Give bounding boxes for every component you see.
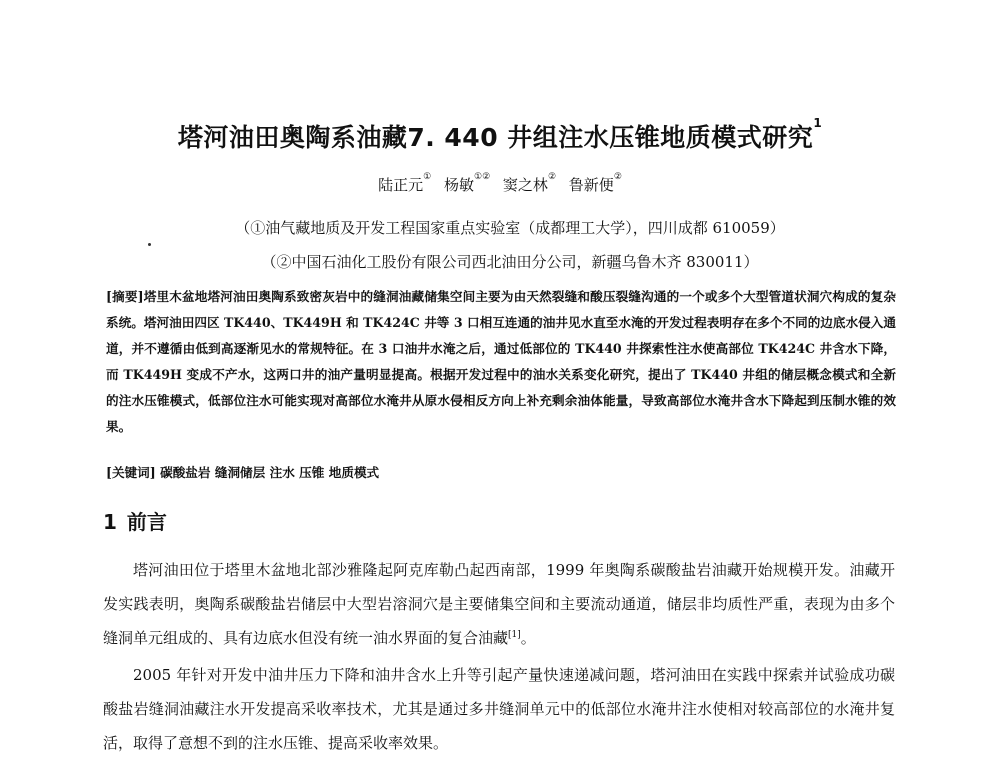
affiliation-1: （①油气藏地质及开发工程国家重点实验室（成都理工大学），四川成都 610059） (235, 219, 785, 237)
author-2 (443, 172, 491, 194)
scan-speck (148, 243, 151, 246)
body-paragraph-2 (103, 658, 895, 760)
author-name: 杨敏 (443, 176, 474, 194)
author-4 (568, 172, 622, 194)
abstract-label: [摘要] (106, 289, 144, 304)
section-number: 1 (103, 510, 117, 534)
abstract-text: 塔里木盆地塔河油田奥陶系致密灰岩中的缝洞油藏储集空间主要为由天然裂缝和酸压裂缝沟通的一个或多个大型管道状洞穴构成的复杂系统。塔河油田四区 TK440、TK449H 和 TK424C 井等 3 口相互连通的油井见水直至水淹的开发过程表明存在多个不同的边底水侵入通道，并不遵循由低到高逐渐见水的常规特征。在 3 口油井水淹之后，通过低部位的 TK440 井探索性注水使高部位 TK424C 井含水下降，而 TK449H 变成不产水，这两口井的油产量明显提高。根据开发过程中的油水关系变化研究，提出了 TK440 井组的储层概念模式和全新的注水压锥模式，低部位注水可能实现对高部位水淹井从原水侵相反方向上补充剩余油体能量，导致高部位水淹井含水下降起到压制水锥的效果。 (106, 289, 897, 434)
paragraph-text: 2005 年针对开发中油井压力下降和油井含水上升等引起产量快速递减问题，塔河油田在实践中探索并试验成功碳酸盐岩缝洞油藏注水开发提高采收率技术，尤其是通过多井缝洞单元中的低部位水淹井注水使相对较高部位的水淹井复活，取得了意想不到的注水压锥、提高采收率效果。 (103, 666, 895, 752)
abstract (106, 284, 896, 440)
author-3 (502, 172, 557, 194)
author-affil-mark: ①② (474, 172, 491, 182)
keywords-label: [关键词] (106, 465, 156, 480)
paper-title-text: 塔河油田奥陶系油藏7. 440 井组注水压锥地质模式研究 (177, 123, 814, 152)
author-name: 陆正元 (378, 176, 424, 194)
author-affil-mark: ① (423, 172, 432, 182)
paragraph-text: 塔河油田位于塔里木盆地北部沙雅隆起阿克库勒凸起西南部，1999 年奥陶系碳酸盐岩油藏开始规模开发。油藏开发实践表明，奥陶系碳酸盐岩储层中大型岩溶洞穴是主要储集空间和主要流动通道，储层非均质性严重，表现为由多个缝洞单元组成的、具有边底水但没有统一油水界面的复合油藏 (103, 561, 895, 647)
author-affil-mark: ② (613, 172, 622, 182)
citation-ref: [1] (508, 630, 521, 640)
keywords (106, 462, 379, 481)
paper-title (0, 118, 1000, 154)
author-1 (378, 172, 432, 194)
section-title: 前言 (126, 510, 167, 534)
author-affil-mark: ② (547, 172, 557, 182)
keywords-text: 碳酸盐岩 缝洞储层 注水 压锥 地质模式 (160, 465, 380, 480)
author-name: 窦之林 (502, 176, 548, 194)
body-paragraph-1 (103, 553, 895, 655)
section-heading (103, 506, 167, 535)
author-name: 鲁新便 (568, 176, 614, 194)
affiliation-2: （②中国石油化工股份有限公司西北油田分公司，新疆乌鲁木齐 830011） (261, 253, 759, 271)
author-list (0, 174, 1000, 195)
paragraph-tail: 。 (520, 629, 536, 647)
title-footnote-mark: 1 (813, 116, 823, 130)
